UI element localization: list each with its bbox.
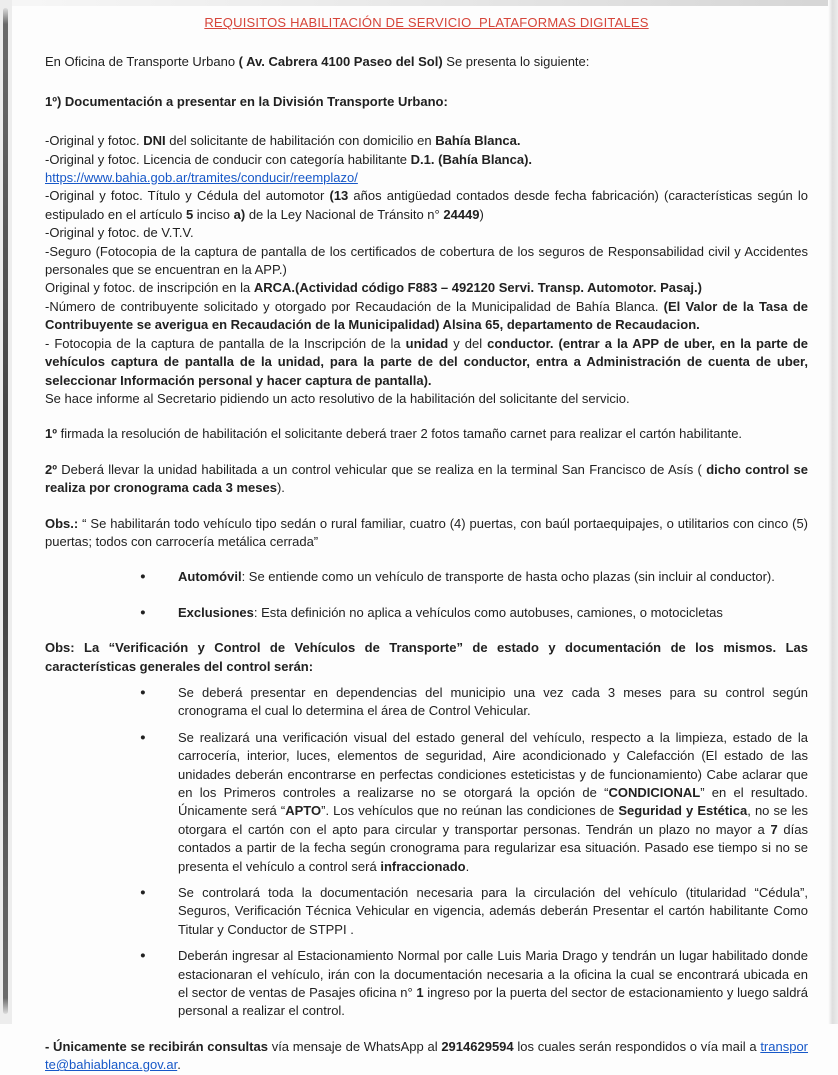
text-segment: ”. Los vehículos que no reúnan las condiciones de xyxy=(321,803,619,819)
text-segment: ) xyxy=(479,206,484,222)
text-segment: vía mensaje de WhatsApp al xyxy=(267,1038,442,1054)
text-segment: -Seguro (Fotocopia de la captura de pantalla de los certificados de cobertura de los seguros de Responsabilidad civil y Accidentes personales que se encuentran en la APP.) xyxy=(45,243,808,278)
text-segment: Seguridad y Estética xyxy=(618,803,748,819)
page-top-edge-shadow xyxy=(0,0,838,6)
page-left-fold-line xyxy=(3,8,8,1014)
paragraph xyxy=(45,132,808,150)
text-segment: -Original y fotoc. xyxy=(45,133,144,149)
text-segment: 1 xyxy=(416,985,424,1001)
bullet-icon: ● xyxy=(140,887,146,899)
text-segment: infraccionado xyxy=(380,858,466,874)
contact-paragraph xyxy=(45,1038,808,1075)
text-segment: 1º) Documentación a presentar en la División Transporte Urbano: xyxy=(45,93,448,109)
paragraph xyxy=(45,461,808,498)
paragraph xyxy=(45,151,808,169)
bullet-icon: ● xyxy=(140,571,146,583)
text-segment: ). xyxy=(276,480,285,496)
paragraph xyxy=(45,169,808,187)
text-segment: ARCA.(Actividad código F883 – 492120 Servi. Transp. Automotor. Pasaj.) xyxy=(253,280,702,296)
paragraph xyxy=(45,53,808,71)
text-segment: 2914629594 xyxy=(441,1038,514,1054)
text-segment: -Original y fotoc. de V.T.V. xyxy=(45,225,194,241)
text-segment: (El Valor de la Tasa de Contribuyente se averigua en Recaudación de la Municipalidad) Alsina 65, departamento de Recaudacion. xyxy=(45,298,808,333)
paragraph xyxy=(45,224,808,242)
text-segment: DNI xyxy=(143,133,166,149)
paragraph xyxy=(45,187,808,224)
text-segment: unidad xyxy=(405,335,449,351)
text-segment: Bahía Blanca. xyxy=(435,133,521,149)
doc-title xyxy=(45,14,808,32)
paragraph xyxy=(45,279,808,297)
paragraph xyxy=(45,335,808,390)
text-segment: Se presenta lo siguiente: xyxy=(442,54,590,70)
text-segment: -Original y fotoc. Licencia de conducir con categoría habilitante xyxy=(45,151,411,167)
text-segment: Exclusiones xyxy=(178,604,254,620)
text-segment: Se realizará una verificación visual del estado general del vehículo, respecto a la limpieza, estado de la carrocería, interior, luces, elementos de seguridad, Aire acondicionado y Calefacción (El estado de las unidades deberán encontrarse en perfectas condiciones esteticistas y de funcionamiento) Cabe aclarar que en los Primeros controles a realizarse no se otorgará la opción de “ xyxy=(178,729,808,800)
text-segment: . xyxy=(465,858,470,874)
bullet-item xyxy=(45,684,808,721)
text-segment: ingreso por la puerta del sector de estacionamiento y luego saldrá personal a realizar el control. xyxy=(178,985,808,1019)
bullet-item xyxy=(45,604,808,622)
text-segment: Se deberá presentar en dependencias del municipio una vez cada 3 meses para su control según cronograma el cual lo determina el área de Control Vehicular. xyxy=(178,684,808,719)
bullet-icon: ● xyxy=(140,731,146,743)
text-segment: (13 xyxy=(329,188,349,204)
bullet-item xyxy=(45,947,808,1021)
text-segment: inciso xyxy=(193,206,234,222)
text-segment: Original y fotoc. de inscripción en la xyxy=(45,280,254,296)
bullet-item xyxy=(45,729,808,876)
bullet-icon: ● xyxy=(140,686,146,698)
text-segment: 7 xyxy=(770,821,778,837)
bullet-icon: ● xyxy=(140,950,146,962)
text-segment: conductor. (entrar a la APP de uber, en la parte de vehículos captura de pantalla de la unidad, para la parte de del conductor, entra a Administración de cuenta de uber, seleccionar Información personal y hacer captura de pantalla). xyxy=(45,335,808,388)
text-segment: 1º xyxy=(45,426,57,442)
bullet-icon: ● xyxy=(140,606,146,618)
text-segment: Se controlará toda la documentación necesaria para la circulación del vehículo (titularidad “Cédula”, Seguros, Verificación Técnica Vehicular en vigencia, además deberán Presentar el cartón habilitante Como Titular y Conductor de STPPI . xyxy=(178,885,808,937)
text-segment: los cuales serán respondidos o vía mail a xyxy=(513,1038,761,1054)
text-segment: Automóvil xyxy=(178,569,242,585)
text-segment: días contados a partir de la fecha según cronograma para regularizar esa situación. Pasado ese tiempo si no se presenta el vehículo a control será xyxy=(178,821,808,874)
text-segment: - Únicamente se recibirán consultas xyxy=(45,1038,268,1054)
paragraph xyxy=(45,425,808,443)
text-segment: a) xyxy=(233,206,246,222)
text-segment: -Original y fotoc. Título y Cédula del automotor xyxy=(45,188,330,204)
paragraph xyxy=(45,298,808,335)
text-segment: CONDICIONAL xyxy=(608,785,701,800)
text-segment: APTO xyxy=(285,803,322,819)
text-segment: : Se entiende como un vehículo de transporte de hasta ocho plazas (sin incluir al conductor). xyxy=(241,569,775,585)
text-segment: -Número de contribuyente solicitado y otorgado por Recaudación de la Municipalidad de Bahía Blanca. xyxy=(45,298,664,314)
text-segment: 5 xyxy=(185,206,194,222)
text-segment: D.1. (Bahía Blanca). xyxy=(410,151,533,167)
obs-control-heading xyxy=(45,639,808,676)
text-segment: Obs.: xyxy=(45,515,79,531)
bullet-item xyxy=(45,884,808,939)
text-segment: . xyxy=(177,1057,181,1073)
text-segment: Deberá llevar la unidad habilitada a un control vehicular que se realiza en la terminal San Francisco de Asís ( xyxy=(56,461,707,477)
bullet-item xyxy=(45,568,808,586)
text-segment: Deberán ingresar al Estacionamiento Normal por calle Luis Maria Drago y tendrán un lugar habilitado donde estacionaran el vehículo, irán con la documentación necesaria a la oficina la cual se encontrará ubicada en el sector de ventas de Pasajes oficina n° xyxy=(178,948,808,1001)
text-segment: : Esta definición no aplica a vehículos como autobuses, camiones, o motocicletas xyxy=(253,604,723,620)
conducir-reemplazo-link[interactable]: https://www.bahia.gob.ar/tramites/conducir/reemplazo/ xyxy=(45,170,358,186)
text-segment: años antigüedad contados desde fecha fabricación) (características según lo estipulado en el artículo xyxy=(45,188,809,222)
text-segment: 2º xyxy=(45,461,57,477)
paragraph xyxy=(45,390,808,408)
text-segment: Se hace informe al Secretario pidiendo un acto resolutivo de la habilitación del solicitante del servicio. xyxy=(45,390,630,406)
text-segment: En Oficina de Transporte Urbano xyxy=(45,54,239,70)
text-segment: dicho control se realiza por cronograma cada 3 meses xyxy=(45,461,808,496)
paragraph xyxy=(45,515,808,552)
document-body xyxy=(45,8,809,1073)
text-segment: firmada la resolución de habilitación el solicitante deberá traer 2 fotos tamaño carnet para realizar el cartón habilitante. xyxy=(56,426,743,442)
text-segment: REQUISITOS HABILITACIÓN DE SERVICIO PLATAFORMAS DIGITALES xyxy=(204,15,649,30)
text-segment: ( Av. Cabrera 4100 Paseo del Sol) xyxy=(238,54,443,70)
text-segment: ” en el resultado. Únicamente será “ xyxy=(178,785,808,819)
text-segment: “ Se habilitarán todo vehículo tipo sedán o rural familiar, cuatro (4) puertas, con baúl portaequipajes, o utilitarios con cinco (5) puertas; todos con carrocería metálica cerrada” xyxy=(45,515,808,549)
transporte-email-link[interactable]: transporte@bahiablanca.gov.ar xyxy=(45,1038,809,1073)
paragraph xyxy=(45,243,808,280)
text-segment: , no se les otorgara el cartón con el apto para circular y transportar personas. Tendrán un plazo no mayor a xyxy=(178,803,808,837)
text-segment: - Fotocopia de la captura de pantalla de la Inscripción de la xyxy=(45,335,406,351)
page-right-edge-shadow xyxy=(828,0,838,1024)
text-segment: y del xyxy=(448,335,488,351)
text-segment: del solicitante de habilitación con domicilio en xyxy=(165,133,436,149)
section-1-heading xyxy=(45,93,808,111)
text-segment: Obs: La “Verificación y Control de Vehículos de Transporte” de estado y documentación de los mismos. Las características generales del control serán: xyxy=(45,640,808,674)
text-segment: de la Ley Nacional de Tránsito n° xyxy=(245,206,444,222)
text-segment: 24449 xyxy=(443,206,480,222)
